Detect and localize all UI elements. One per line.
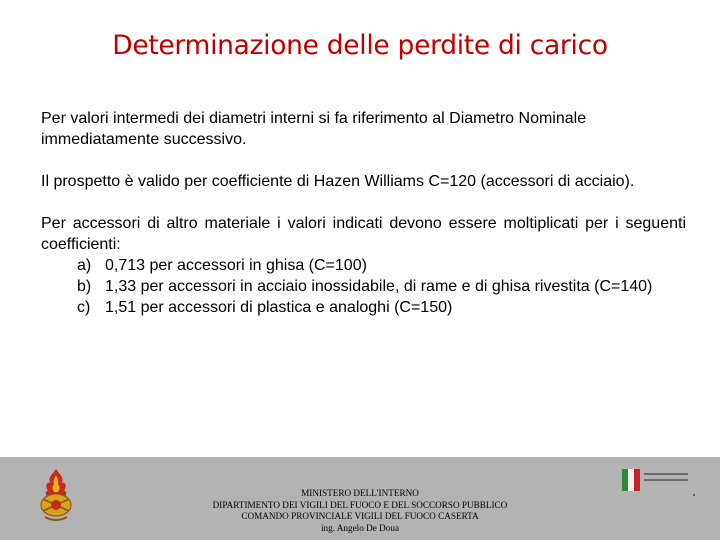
coefficient-list [41, 255, 686, 318]
list-item-text: 1,51 per accessori di plastica e analoghi (C=150) [105, 299, 453, 316]
ministry-wordmark [644, 473, 688, 485]
footer-ministry: MINISTERO DELL'INTERNO [301, 488, 419, 498]
paragraph-diametri: Per valori intermedi dei diametri interni si fa riferimento al Diametro Nominale immediatamente successivo. [41, 110, 587, 148]
footer-text [160, 488, 560, 534]
list-item-text: 1,33 per accessori in acciaio inossidabile, di rame e di ghisa rivestita (C=140) [105, 278, 653, 295]
list-marker: c) [77, 299, 91, 316]
list-item-text: 0,713 per accessori in ghisa (C=100) [105, 257, 367, 274]
list-marker: b) [77, 278, 92, 295]
footer-bar [0, 457, 720, 540]
italian-flag-icon [622, 469, 640, 491]
list-item [41, 297, 686, 318]
vigili-del-fuoco-emblem-icon [36, 467, 76, 525]
paragraph-coefficienti: Per accessori di altro materiale i valori indicati devono essere moltiplicati per i seguenti coefficienti: [41, 215, 686, 253]
list-item [41, 255, 686, 276]
footer-command: COMANDO PROVINCIALE VIGILI DEL FUOCO CASERTA [241, 511, 479, 521]
list-marker: a) [77, 257, 92, 274]
footer-author: ing. Angelo De Doua [320, 522, 400, 533]
decorative-dot [693, 494, 695, 496]
slide-body [41, 108, 686, 318]
list-item [41, 276, 686, 297]
paragraph-hazen-williams: Il prospetto è valido per coefficiente di Hazen Williams C=120 (accessori di acciaio). [41, 173, 635, 190]
ministero-interno-logo-icon [622, 469, 702, 495]
slide-title: Determinazione delle perdite di carico [112, 30, 608, 61]
footer-department: DIPARTIMENTO DEI VIGILI DEL FUOCO E DEL SOCCORSO PUBBLICO [212, 499, 508, 510]
